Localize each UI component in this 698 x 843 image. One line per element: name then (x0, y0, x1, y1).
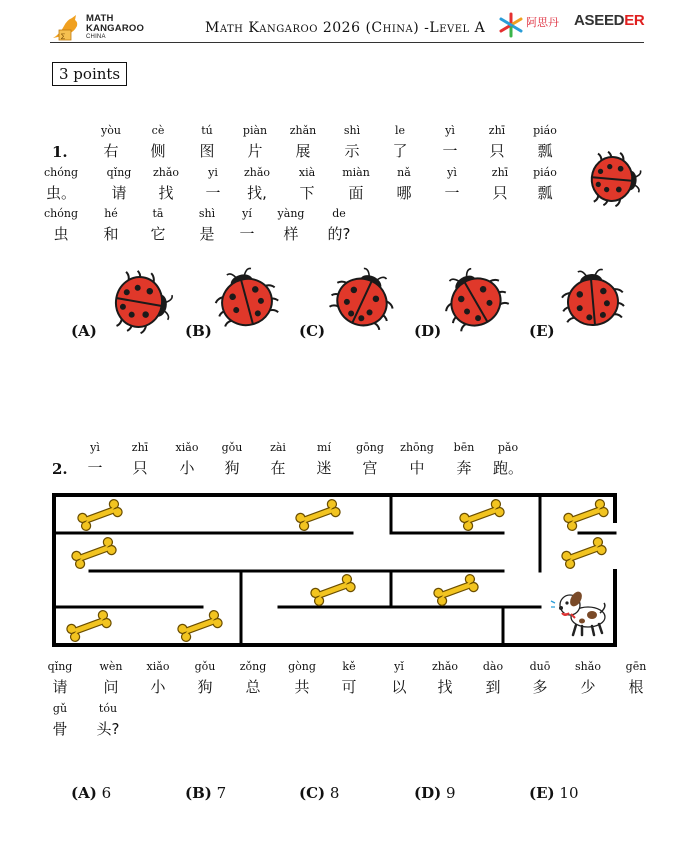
q1-option-ladybug-icon[interactable] (439, 267, 513, 337)
q2-row2-pinyin: gēn (625, 660, 647, 673)
q1-row1-character: 右 (103, 142, 119, 160)
q2-row1-pinyin: mí (317, 441, 331, 454)
q2-row2-pinyin: wèn (99, 660, 123, 673)
q1-row2-character: 请 (111, 184, 127, 202)
q1-option-label[interactable]: (D) (414, 322, 442, 340)
q2-row1-pinyin: zài (270, 441, 286, 454)
q1-row2-pinyin: qǐng (106, 166, 132, 179)
logo-line-kangaroo: KANGAROO (86, 23, 145, 34)
points-label: 3 points (52, 62, 127, 86)
q2-row2-character: 到 (485, 678, 501, 696)
q1-row2-pinyin: zhī (491, 166, 509, 179)
q1-option-ladybug-icon[interactable] (325, 267, 399, 337)
q2-row3-pinyin: gǔ (52, 702, 68, 715)
q2-option-label: (C) (299, 784, 326, 802)
aseeder-burst-icon (498, 12, 524, 38)
bone-icon (294, 498, 342, 532)
kangaroo-logo-icon (50, 14, 84, 42)
q2-row2-character: 小 (150, 678, 166, 696)
q1-option-ladybug-icon[interactable] (556, 267, 630, 337)
q1-row2-character: 哪 (396, 184, 412, 202)
q2-option[interactable] (414, 784, 456, 802)
q2-option-label: (E) (529, 784, 555, 802)
bone-icon (562, 498, 610, 532)
q1-option-label[interactable]: (A) (71, 322, 97, 340)
q1-row2-character: 找 (158, 184, 174, 202)
q2-row2-pinyin: dào (482, 660, 504, 673)
q2-row2-pinyin: yǐ (394, 660, 404, 673)
q2-row2-character: 找 (437, 678, 453, 696)
q1-row1-pinyin: yì (445, 124, 455, 137)
q2-row1-pinyin: bēn (453, 441, 475, 454)
bone-icon (76, 498, 124, 532)
q1-row1-character: 只 (489, 142, 505, 160)
header-divider (50, 42, 644, 43)
q1-row3-pinyin: hé (104, 207, 118, 220)
q2-row3-pinyin: tóu (98, 702, 118, 715)
q1-row1-character: 了 (392, 142, 408, 160)
q2-row2-character: 共 (294, 678, 310, 696)
q1-option-ladybug-icon[interactable] (210, 267, 284, 337)
q1-row1-pinyin: cè (151, 124, 165, 137)
q2-row3-character: 头? (96, 720, 120, 738)
q2-row1-pinyin: xiǎo (175, 441, 199, 454)
maze-figure (52, 493, 618, 649)
q2-option[interactable] (185, 784, 226, 802)
q1-row2-character: 一 (444, 184, 460, 202)
q2-row2-character: 可 (341, 678, 357, 696)
q2-row1-character: 一 (87, 459, 103, 477)
q2-row2-character: 请 (52, 678, 68, 696)
q2-row1-character: 迷 (316, 459, 332, 477)
q2-row2-pinyin: xiǎo (146, 660, 170, 673)
q1-row3-character: 的? (327, 225, 351, 243)
q1-row2-pinyin: xià (298, 166, 316, 179)
q2-row2-pinyin: kě (342, 660, 356, 673)
aseeder-chinese-name: 阿思丹 (526, 16, 559, 29)
q2-row1-pinyin: gǒu (221, 441, 243, 454)
q1-row1-character: 片 (247, 142, 263, 160)
q1-row1-pinyin: tú (201, 124, 213, 137)
svg-text:∑: ∑ (61, 33, 66, 40)
aseeder-brand-accent: ER (624, 12, 645, 29)
q1-row1-pinyin: shì (343, 124, 361, 137)
logo-line-math: MATH (86, 13, 114, 24)
bone-icon (560, 536, 608, 570)
q1-row2-pinyin: yì (447, 166, 457, 179)
q1-row2-character: 虫。 (45, 184, 77, 202)
q1-row1-character: 侧 (150, 142, 166, 160)
page-header-title: Math Kangaroo 2026 (China) -Level A (205, 20, 486, 36)
q1-row2-pinyin: piáo (533, 166, 557, 179)
q1-row2-pinyin: chóng (44, 166, 78, 179)
q1-row1-character: 示 (344, 142, 360, 160)
q1-row2-character: 只 (492, 184, 508, 202)
q1-row2-character: 找, (247, 184, 267, 202)
q1-row1-pinyin: zhǎn (289, 124, 317, 137)
bone-icon (458, 498, 506, 532)
q2-row2-character: 问 (103, 678, 119, 696)
q1-row2-pinyin: zhǎo (152, 166, 180, 179)
q1-row3-pinyin: de (332, 207, 346, 220)
q2-row2-character: 总 (245, 678, 261, 696)
bone-icon (432, 573, 480, 607)
q2-row2-pinyin: gǒu (194, 660, 216, 673)
q2-option-value: 6 (96, 784, 112, 802)
q1-row3-character: 样 (283, 225, 299, 243)
bone-icon (309, 573, 357, 607)
q2-row1-character: 中 (409, 459, 425, 477)
q1-number: 1. (52, 143, 68, 161)
q2-row1-character: 只 (132, 459, 148, 477)
q1-row1-character: 瓢 (537, 142, 553, 160)
q2-option-label: (A) (71, 784, 97, 802)
q2-option-value: 10 (554, 784, 579, 802)
q1-row3-pinyin: shì (198, 207, 216, 220)
q1-row1-pinyin: piáo (533, 124, 557, 137)
q1-option-label[interactable]: (E) (529, 322, 555, 340)
q2-row2-character: 少 (580, 678, 596, 696)
q1-row2-character: 面 (348, 184, 364, 202)
q2-row3-character: 骨 (52, 720, 68, 738)
q2-row1-pinyin: yì (90, 441, 100, 454)
q1-row2-character: 下 (299, 184, 315, 202)
q2-option[interactable] (299, 784, 339, 802)
q2-row1-character: 跑。 (492, 459, 524, 477)
q2-row1-character: 宫 (362, 459, 378, 477)
q2-row2-character: 根 (628, 678, 644, 696)
q2-option-value: 9 (441, 784, 456, 802)
q1-row3-pinyin: yàng (277, 207, 305, 220)
aseeder-brand-main: ASEED (574, 12, 625, 29)
q2-row2-character: 狗 (197, 678, 213, 696)
q2-row1-character: 在 (270, 459, 286, 477)
q1-reference-ladybug-icon (578, 147, 644, 211)
q1-row2-character: 瓢 (537, 184, 553, 202)
q1-row3-character: 和 (103, 225, 119, 243)
q2-row1-pinyin: gōng (356, 441, 384, 454)
q2-row2-character: 多 (532, 678, 548, 696)
q1-row2-pinyin: yi (208, 166, 218, 179)
q1-row1-character: 一 (442, 142, 458, 160)
q1-row1-character: 图 (199, 142, 215, 160)
q2-row1-pinyin: zhōng (400, 441, 434, 454)
q1-row3-pinyin: chóng (44, 207, 78, 220)
q1-row2-character: 一 (205, 184, 221, 202)
q2-row2-pinyin: duō (529, 660, 551, 673)
q2-row2-pinyin: zhǎo (431, 660, 459, 673)
q2-row2-pinyin: shǎo (575, 660, 601, 673)
q1-row2-pinyin: nǎ (397, 166, 411, 179)
dog-icon (551, 590, 605, 635)
q1-row3-character: 一 (239, 225, 255, 243)
q1-row1-character: 展 (295, 142, 311, 160)
q2-option[interactable] (529, 784, 579, 802)
q2-number: 2. (52, 460, 68, 478)
q2-row2-pinyin: qǐng (47, 660, 73, 673)
q2-option-label: (D) (414, 784, 442, 802)
bone-icon (176, 609, 224, 643)
q1-row3-pinyin: yí (242, 207, 252, 220)
q1-option-label[interactable]: (C) (299, 322, 326, 340)
q1-row1-pinyin: yòu (101, 124, 121, 137)
q1-row3-pinyin: tā (152, 207, 164, 220)
q1-option-ladybug-icon[interactable] (102, 267, 176, 337)
q1-row3-character: 是 (199, 225, 215, 243)
q2-row1-pinyin: pǎo (497, 441, 519, 454)
q2-row2-pinyin: zǒng (239, 660, 267, 673)
aseeder-logo (498, 12, 648, 40)
q2-option[interactable] (71, 784, 111, 802)
q2-option-label: (B) (185, 784, 212, 802)
q2-option-value: 7 (211, 784, 227, 802)
bone-icon (65, 609, 113, 643)
q1-row3-character: 虫 (53, 225, 69, 243)
q1-row2-pinyin: zhǎo (243, 166, 271, 179)
q2-row1-character: 奔 (456, 459, 472, 477)
q2-row1-character: 狗 (224, 459, 240, 477)
q2-option-value: 8 (325, 784, 340, 802)
q1-row1-pinyin: piàn (242, 124, 268, 137)
q1-row3-character: 它 (150, 225, 166, 243)
bone-icon (70, 536, 118, 570)
aseeder-brand (574, 12, 644, 29)
q1-row2-pinyin: miàn (342, 166, 370, 179)
q1-row1-pinyin: zhī (488, 124, 506, 137)
q2-row2-pinyin: gòng (288, 660, 316, 673)
math-kangaroo-logo (50, 8, 150, 40)
logo-line-china: CHINA (86, 34, 106, 40)
q2-row1-character: 小 (179, 459, 195, 477)
q1-row1-pinyin: le (394, 124, 406, 137)
q2-row2-character: 以 (391, 678, 407, 696)
q1-option-label[interactable]: (B) (185, 322, 212, 340)
q2-row1-pinyin: zhī (131, 441, 149, 454)
